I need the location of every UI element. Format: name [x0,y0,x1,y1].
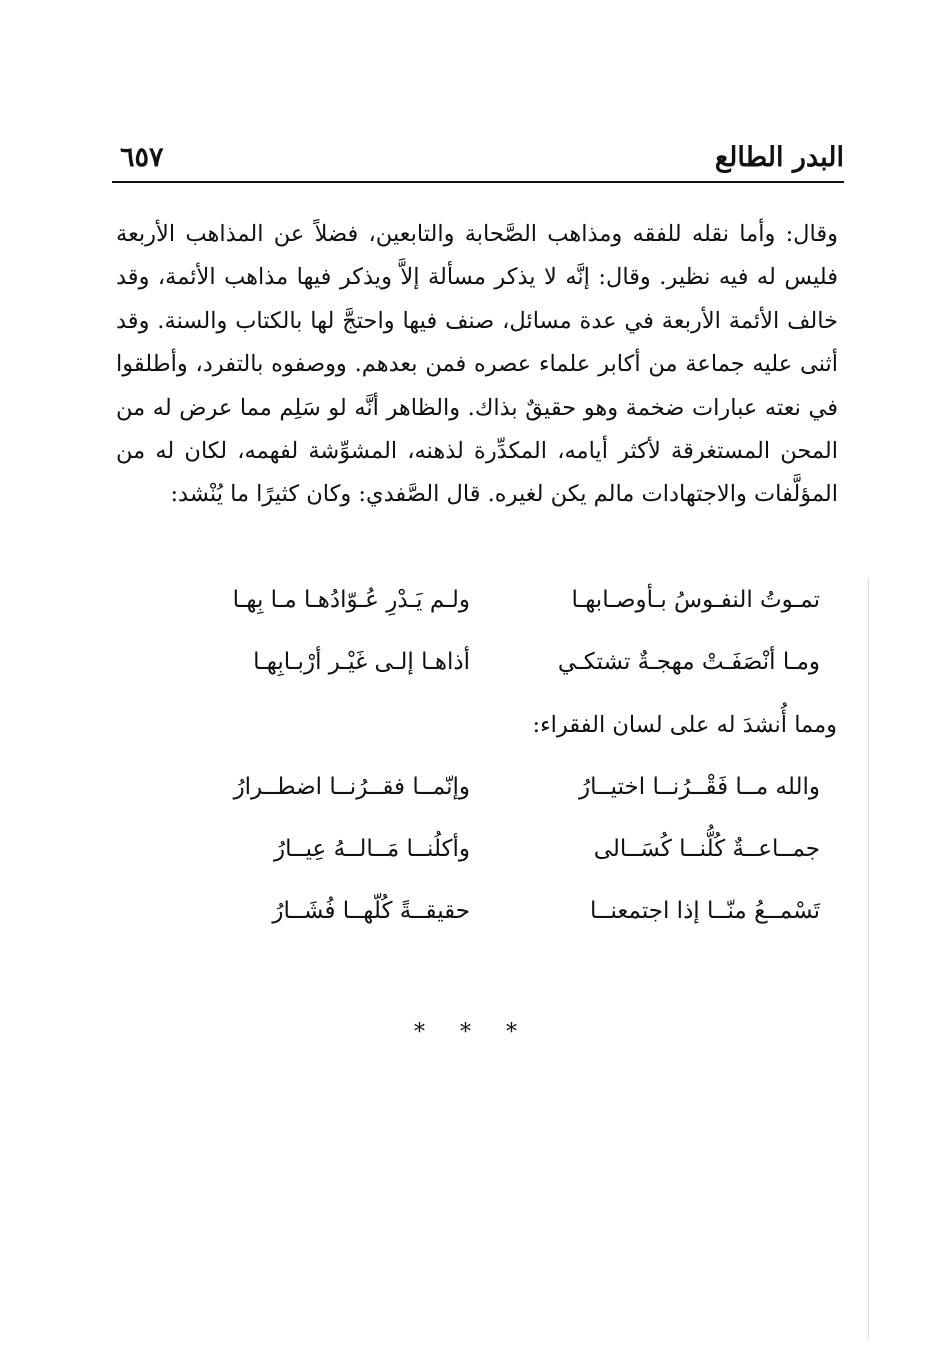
header-rule [112,181,844,183]
second-hemistich: ولـم يَـدْرِ عُـوّادُهـا مـا بِهـا [232,587,470,613]
poem-second [140,767,820,953]
body-paragraph [116,213,838,517]
running-title: البدر الطالع [714,142,844,173]
poem-intro: ومما أُنشدَ له على لسان الفقراء: [532,712,837,738]
second-hemistich: حقيقــةً كُلّهــا فُشَــارُ [272,898,470,924]
second-hemistich: وإنّمــا فقــرُنــا اضطــرارُ [233,774,470,800]
paragraph-text: وقال: وأما نقله للفقه ومذاهب الصَّحابة والتابعين، فضلاً عن المذاهب الأربعة فليس له فيه نظير. وقال: إنَّه لا يذكر مسألة إلاَّ ويذكر فيها مذاهب الأئمة، وقد خالف الأئمة الأربعة في عدة مسائل، صنف فيها واحتجَّ لها بالكتاب والسنة. وقد أثنى عليه جماعة من أكابر علماء عصره فمن بعدهم. ووصفوه بالتفرد، وأطلقوا في نعته عبارات ضخمة وهو حقيقٌ بذاك. والظاهر أنَّه لو سَلِم مما عرض له من المحن المستغرقة لأكثر أيامه، المكدِّرة لذهنه، المشوِّشة لفهمه، لكان له من المؤلَّفات والاجتهادات مالم يكن لغيره. قال الصَّفدي: وكان كثيرًا ما يُنْشد: [116,221,838,508]
verse-line [140,891,820,953]
first-hemistich: تمـوتُ النفـوسُ بـأوصـابهـا [571,587,820,613]
first-hemistich: ومـا أنْصَفَـتْ مهجـةٌ تشتكـي [557,649,820,675]
verse-line [140,767,820,829]
page-number: ٦٥٧ [120,142,164,173]
verse-line [140,580,820,642]
section-separator: * * * [414,1020,531,1045]
first-hemistich: والله مــا فَقْــرُنــا اختيــارُ [579,774,820,800]
page-header [112,138,844,180]
second-hemistich: وأكلُنــا مَــالــهُ عِيــارُ [274,836,470,862]
second-hemistich: أذاهـا إلـى غَيْـر أرْبـابِهـا [253,649,470,675]
verse-line [140,642,820,704]
poem-first [140,580,820,704]
verse-line [140,829,820,891]
scan-margin-dots [868,580,889,1340]
first-hemistich: تَسْمــعُ منّــا إذا اجتمعنــا [590,898,820,924]
first-hemistich: جمــاعــةٌ كُلُّنــا كُسَــالى [593,836,820,862]
